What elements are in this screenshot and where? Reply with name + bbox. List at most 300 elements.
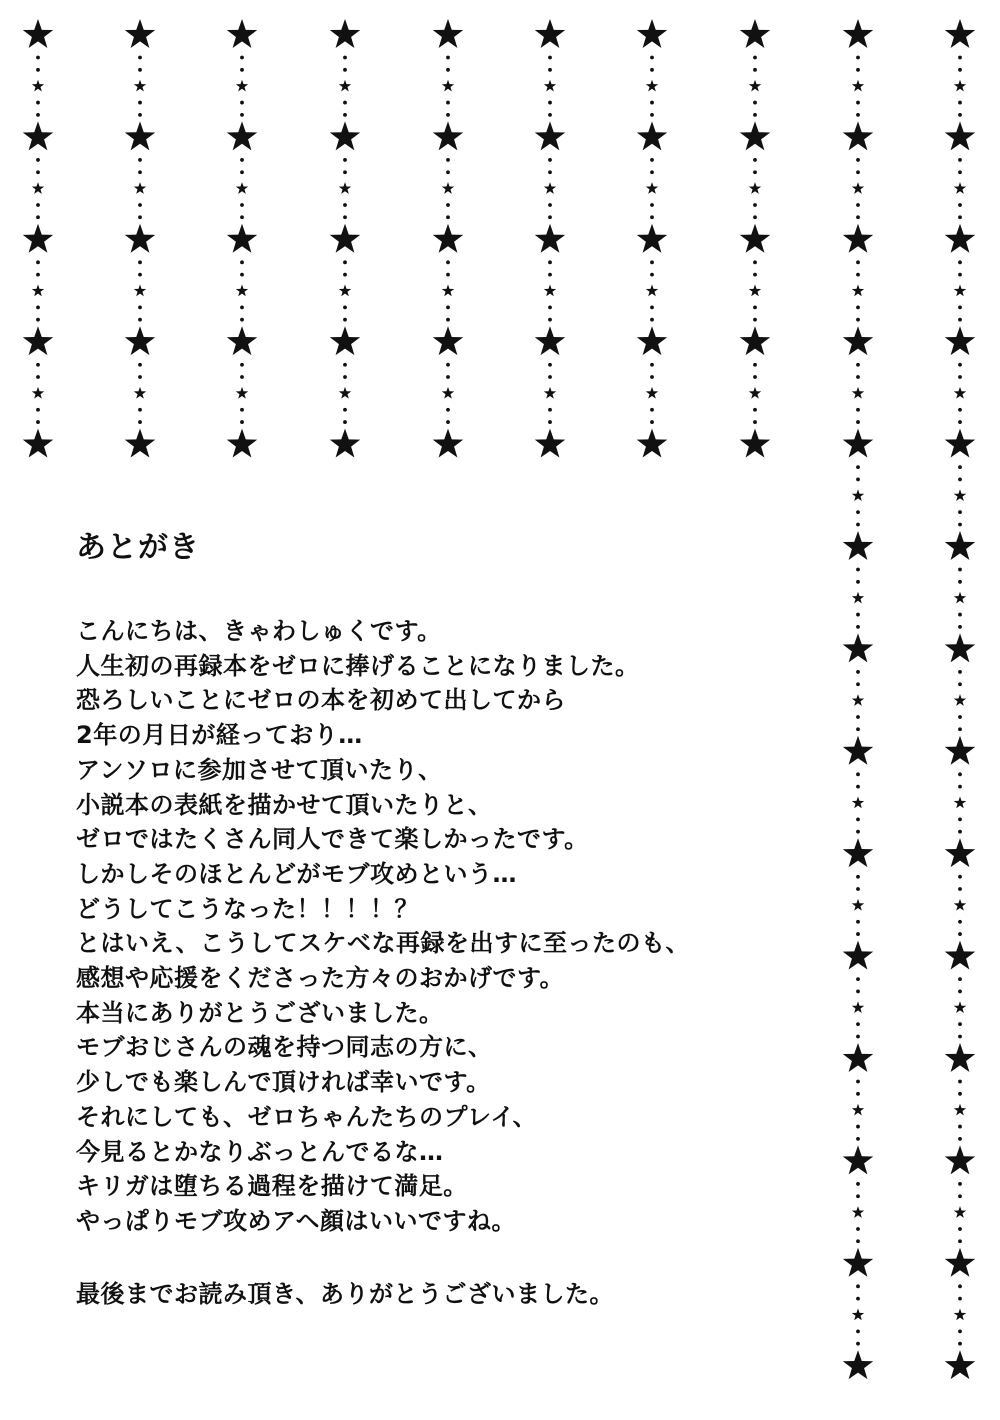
afterword-line: 恐ろしいことにゼロの本を初めて出してから (76, 686, 566, 715)
garland-dot (650, 170, 654, 174)
garland-dot (240, 113, 244, 117)
star-icon (740, 121, 770, 150)
small-star-icon (749, 387, 761, 399)
star-icon (945, 1248, 975, 1277)
garland-dot (958, 523, 962, 527)
star-icon (945, 1043, 975, 1072)
star-icon (945, 19, 975, 48)
garland-dot (343, 56, 347, 60)
garland-dot (36, 305, 40, 309)
small-star-icon (236, 387, 248, 399)
small-star-icon (954, 1309, 966, 1321)
garland-dot (240, 260, 244, 264)
garland-dot (446, 420, 450, 424)
garland-dot (138, 318, 142, 322)
garland-dot (958, 785, 962, 789)
garland-dot (856, 932, 860, 936)
garland-dot (958, 305, 962, 309)
garland-dot (856, 273, 860, 277)
garland-dot (650, 305, 654, 309)
garland-dot (36, 375, 40, 379)
star-icon (433, 326, 463, 355)
garland-dot (753, 305, 757, 309)
star-icon (23, 326, 53, 355)
star-icon (433, 429, 463, 458)
garland-dot (548, 203, 552, 207)
garland-dot (240, 305, 244, 309)
star-icon (740, 19, 770, 48)
garland-dot (446, 170, 450, 174)
garland-dot (650, 56, 654, 60)
garland-dot (958, 1329, 962, 1333)
small-star-icon (32, 285, 44, 297)
garland-dot (958, 920, 962, 924)
garland-dot (958, 158, 962, 162)
garland-dot (446, 215, 450, 219)
garland-dot (240, 158, 244, 162)
garland-dot (650, 420, 654, 424)
star-icon (23, 224, 53, 253)
small-star-icon (32, 387, 44, 399)
garland-dot (958, 1297, 962, 1301)
garland-dot (958, 625, 962, 629)
garland-dot (856, 830, 860, 834)
garland-dot (958, 875, 962, 879)
garland-dot (958, 670, 962, 674)
afterword-title: あとがき (76, 530, 200, 565)
garland-dot (650, 215, 654, 219)
star-icon (433, 121, 463, 150)
star-icon (945, 1145, 975, 1174)
garland-dot (856, 478, 860, 482)
afterword-line: 感想や応援をくださった方々のおかげです。 (76, 964, 565, 993)
garland-dot (856, 113, 860, 117)
garland-dot (36, 101, 40, 105)
star-icon (433, 19, 463, 48)
garland-dot (240, 68, 244, 72)
small-star-icon (134, 285, 146, 297)
garland-dot (753, 375, 757, 379)
star-icon (330, 429, 360, 458)
garland-dot (958, 420, 962, 424)
small-star-icon (442, 285, 454, 297)
garland-dot (958, 817, 962, 821)
small-star-icon (852, 182, 864, 194)
small-star-icon (646, 285, 658, 297)
garland-dot (958, 113, 962, 117)
star-icon (637, 121, 667, 150)
star-icon (945, 633, 975, 662)
garland-dot (958, 1227, 962, 1231)
garland-dot (343, 420, 347, 424)
small-star-icon (852, 285, 864, 297)
garland-dot (856, 1182, 860, 1186)
small-star-icon (954, 285, 966, 297)
garland-dot (138, 203, 142, 207)
garland-dot (548, 273, 552, 277)
garland-dot (856, 375, 860, 379)
garland-dot (36, 420, 40, 424)
small-star-icon (852, 1206, 864, 1218)
star-icon (125, 326, 155, 355)
garland-dot (958, 408, 962, 412)
garland-dot (958, 990, 962, 994)
garland-dot (446, 101, 450, 105)
afterword-line: どうしてこうなった！！！！？ (76, 894, 419, 923)
garland-dot (856, 1125, 860, 1129)
small-star-icon (852, 592, 864, 604)
small-star-icon (442, 182, 454, 194)
star-icon (125, 224, 155, 253)
garland-dot (138, 363, 142, 367)
garland-dot (958, 465, 962, 469)
small-star-icon (32, 182, 44, 194)
garland-dot (650, 260, 654, 264)
garland-dot (958, 1092, 962, 1096)
star-icon (535, 326, 565, 355)
garland-dot (856, 715, 860, 719)
garland-dot (548, 101, 552, 105)
garland-dot (36, 273, 40, 277)
garland-dot (753, 101, 757, 105)
garland-dot (856, 1194, 860, 1198)
garland-dot (856, 1284, 860, 1288)
small-star-icon (749, 80, 761, 92)
garland-dot (958, 1182, 962, 1186)
small-star-icon (236, 182, 248, 194)
garland-dot (446, 305, 450, 309)
garland-dot (240, 203, 244, 207)
garland-dot (753, 68, 757, 72)
garland-dot (958, 830, 962, 834)
garland-dot (958, 510, 962, 514)
garland-dot (446, 113, 450, 117)
garland-dot (856, 1022, 860, 1026)
star-icon (125, 19, 155, 48)
small-star-icon (954, 80, 966, 92)
garland-dot (958, 1035, 962, 1039)
garland-dot (36, 408, 40, 412)
garland-dot (958, 580, 962, 584)
garland-dot (958, 363, 962, 367)
garland-dot (446, 408, 450, 412)
garland-dot (958, 1080, 962, 1084)
garland-dot (343, 363, 347, 367)
small-star-icon (954, 694, 966, 706)
small-star-icon (852, 694, 864, 706)
star-icon (227, 326, 257, 355)
small-star-icon (544, 285, 556, 297)
garland-dot (240, 101, 244, 105)
star-icon (843, 1043, 873, 1072)
star-icon (23, 121, 53, 150)
garland-dot (36, 215, 40, 219)
garland-dot (856, 68, 860, 72)
garland-dot (856, 670, 860, 674)
garland-dot (343, 101, 347, 105)
star-icon (945, 224, 975, 253)
garland-dot (753, 420, 757, 424)
garland-dot (36, 113, 40, 117)
garland-dot (240, 318, 244, 322)
garland-dot (958, 932, 962, 936)
small-star-icon (442, 80, 454, 92)
small-star-icon (339, 80, 351, 92)
garland-dot (958, 568, 962, 572)
star-icon (227, 19, 257, 48)
star-icon (125, 429, 155, 458)
afterword-line: キリガは堕ちる過程を描けて満足。 (76, 1172, 468, 1201)
garland-dot (856, 920, 860, 924)
garland-dot (240, 273, 244, 277)
garland-dot (958, 478, 962, 482)
garland-dot (36, 203, 40, 207)
star-icon (433, 224, 463, 253)
small-star-icon (852, 80, 864, 92)
garland-dot (856, 56, 860, 60)
garland-dot (138, 68, 142, 72)
garland-dot (548, 420, 552, 424)
garland-dot (138, 101, 142, 105)
garland-dot (856, 1342, 860, 1346)
small-star-icon (954, 1001, 966, 1013)
garland-dot (856, 1329, 860, 1333)
star-icon (945, 121, 975, 150)
garland-dot (856, 785, 860, 789)
garland-dot (958, 727, 962, 731)
garland-dot (446, 260, 450, 264)
afterword-line: 今見るとかなりぶっとんでるな… (76, 1137, 444, 1166)
small-star-icon (544, 182, 556, 194)
garland-dot (446, 363, 450, 367)
garland-dot (343, 170, 347, 174)
star-icon (740, 326, 770, 355)
garland-dot (753, 113, 757, 117)
star-icon (637, 224, 667, 253)
garland-dot (958, 273, 962, 277)
small-star-icon (954, 797, 966, 809)
star-icon (843, 1145, 873, 1174)
garland-dot (856, 727, 860, 731)
garland-dot (446, 56, 450, 60)
small-star-icon (646, 387, 658, 399)
garland-dot (650, 363, 654, 367)
garland-dot (958, 260, 962, 264)
afterword-line: 人生初の再録本をゼロに捧げることになりました。 (76, 651, 640, 680)
afterword-line: 少しでも楽しんで頂ければ幸いです。 (76, 1068, 491, 1097)
small-star-icon (954, 899, 966, 911)
garland-dot (548, 158, 552, 162)
garland-dot (650, 101, 654, 105)
garland-dot (548, 215, 552, 219)
garland-dot (36, 68, 40, 72)
garland-dot (343, 68, 347, 72)
star-icon (227, 429, 257, 458)
afterword-line: 2年の月日が経っており… (76, 721, 363, 750)
garland-dot (856, 580, 860, 584)
garland-dot (856, 465, 860, 469)
garland-dot (958, 1022, 962, 1026)
garland-dot (36, 56, 40, 60)
garland-dot (856, 990, 860, 994)
small-star-icon (852, 387, 864, 399)
garland-dot (856, 817, 860, 821)
garland-dot (856, 887, 860, 891)
garland-dot (548, 363, 552, 367)
garland-dot (856, 1092, 860, 1096)
garland-dot (240, 408, 244, 412)
afterword-closing: 最後までお読み頂き、ありがとうございました。 (76, 1279, 615, 1308)
garland-dot (856, 1137, 860, 1141)
garland-dot (343, 260, 347, 264)
star-icon (535, 19, 565, 48)
garland-dot (36, 363, 40, 367)
garland-dot (548, 113, 552, 117)
garland-dot (36, 260, 40, 264)
star-icon (23, 19, 53, 48)
small-star-icon (544, 387, 556, 399)
garland-dot (958, 613, 962, 617)
garland-dot (446, 318, 450, 322)
afterword-line: 小説本の表紙を描かせて頂いたりと、 (76, 790, 493, 819)
afterword-line: とはいえ、こうしてスケベな再録を出すに至ったのも、 (76, 929, 690, 958)
star-icon (843, 736, 873, 765)
garland-dot (856, 215, 860, 219)
afterword-line: やっぱりモブ攻めアヘ顔はいいですね。 (76, 1206, 517, 1235)
garland-dot (856, 523, 860, 527)
garland-dot (240, 170, 244, 174)
garland-dot (753, 170, 757, 174)
garland-dot (958, 887, 962, 891)
garland-dot (958, 215, 962, 219)
small-star-icon (954, 1206, 966, 1218)
garland-dot (856, 260, 860, 264)
afterword-line: しかしそのほとんどがモブ攻めという… (76, 859, 517, 888)
garland-dot (753, 215, 757, 219)
garland-dot (240, 420, 244, 424)
afterword-line: こんにちは、きゃわしゅくです。 (76, 617, 442, 645)
small-star-icon (954, 592, 966, 604)
star-icon (945, 531, 975, 560)
star-icon (740, 429, 770, 458)
afterword-line: ゼロではたくさん同人できて楽しかったです。 (76, 825, 589, 854)
garland-dot (958, 101, 962, 105)
garland-dot (446, 273, 450, 277)
star-icon (843, 531, 873, 560)
star-icon (535, 429, 565, 458)
garland-dot (650, 273, 654, 277)
small-star-icon (339, 285, 351, 297)
afterword-line: それにしても、ゼロちゃんたちのプレイ、 (76, 1102, 538, 1131)
garland-dot (856, 1239, 860, 1243)
garland-dot (856, 875, 860, 879)
garland-dot (343, 318, 347, 322)
small-star-icon (339, 182, 351, 194)
small-star-icon (852, 899, 864, 911)
star-icon (535, 224, 565, 253)
garland-dot (343, 158, 347, 162)
small-star-icon (852, 797, 864, 809)
small-star-icon (646, 182, 658, 194)
garland-dot (753, 260, 757, 264)
star-icon (945, 1350, 975, 1379)
garland-dot (343, 113, 347, 117)
garland-dot (856, 158, 860, 162)
garland-dot (753, 158, 757, 162)
garland-dot (650, 318, 654, 322)
star-icon (843, 19, 873, 48)
garland-dot (958, 375, 962, 379)
garland-dot (856, 625, 860, 629)
star-icon (23, 429, 53, 458)
small-star-icon (852, 1309, 864, 1321)
garland-dot (548, 56, 552, 60)
garland-dot (856, 101, 860, 105)
garland-dot (240, 56, 244, 60)
garland-dot (240, 363, 244, 367)
garland-dot (446, 375, 450, 379)
star-icon (843, 941, 873, 970)
garland-dot (650, 408, 654, 412)
star-icon (637, 19, 667, 48)
small-star-icon (954, 182, 966, 194)
garland-dot (138, 158, 142, 162)
garland-dot (958, 1239, 962, 1243)
star-icon (945, 941, 975, 970)
garland-dot (856, 772, 860, 776)
garland-dot (856, 408, 860, 412)
star-icon (330, 326, 360, 355)
garland-dot (36, 170, 40, 174)
garland-dot (343, 273, 347, 277)
star-icon (843, 1350, 873, 1379)
afterword-section (76, 518, 816, 1335)
garland-dot (958, 977, 962, 981)
garland-dot (138, 305, 142, 309)
garland-dot (856, 613, 860, 617)
star-icon (843, 633, 873, 662)
star-icon (843, 429, 873, 458)
garland-dot (958, 1137, 962, 1141)
garland-dot (138, 113, 142, 117)
star-icon (330, 19, 360, 48)
garland-dot (856, 420, 860, 424)
afterword-line: アンソロに参加させて頂いたり、 (76, 755, 443, 784)
afterword-body (76, 614, 816, 1239)
small-star-icon (852, 1104, 864, 1116)
small-star-icon (442, 387, 454, 399)
garland-dot (548, 375, 552, 379)
star-icon (330, 121, 360, 150)
garland-dot (753, 318, 757, 322)
garland-dot (958, 170, 962, 174)
small-star-icon (749, 182, 761, 194)
garland-dot (138, 260, 142, 264)
garland-dot (856, 510, 860, 514)
small-star-icon (852, 1001, 864, 1013)
star-icon (945, 736, 975, 765)
garland-dot (138, 375, 142, 379)
garland-dot (548, 408, 552, 412)
small-star-icon (544, 80, 556, 92)
garland-dot (958, 68, 962, 72)
garland-dot (36, 158, 40, 162)
small-star-icon (134, 80, 146, 92)
garland-dot (856, 682, 860, 686)
small-star-icon (134, 182, 146, 194)
garland-dot (856, 1297, 860, 1301)
star-icon (843, 326, 873, 355)
